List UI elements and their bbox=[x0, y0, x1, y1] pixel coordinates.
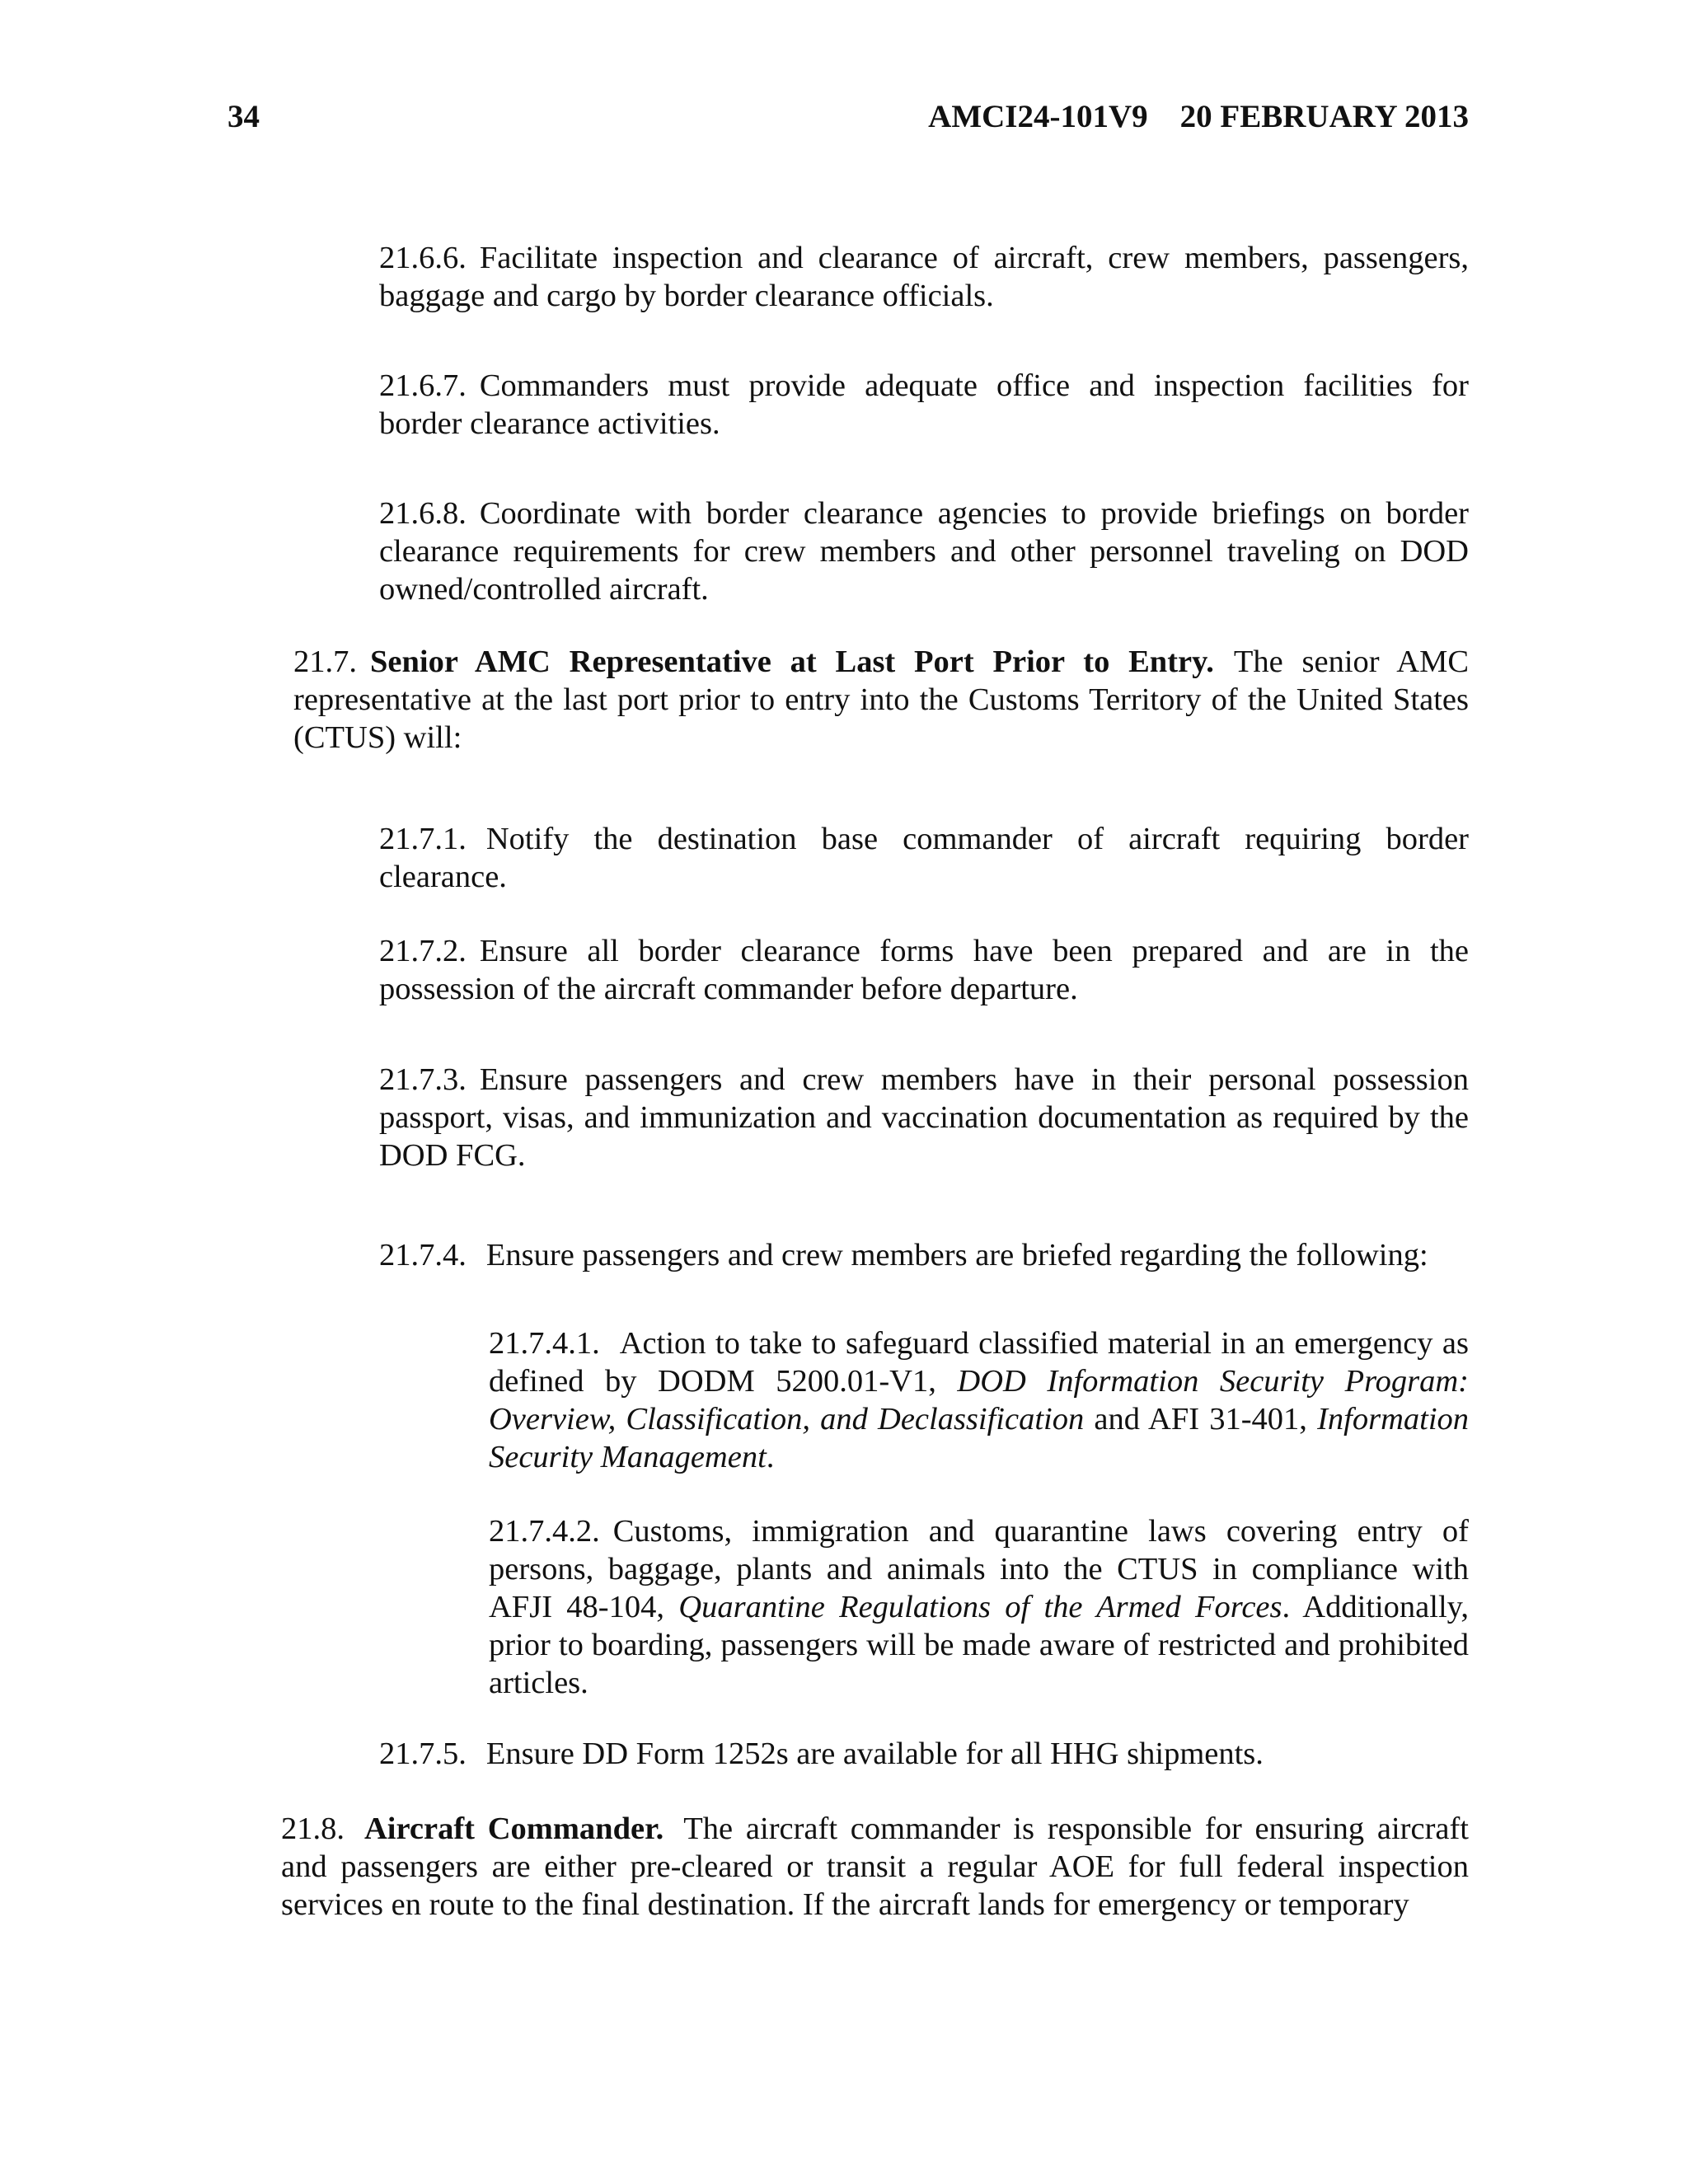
section-heading: Senior AMC Representative at Last Port Prior to Entry. bbox=[370, 644, 1214, 679]
paragraph-number: 21.7.4. bbox=[379, 1238, 467, 1272]
paragraph-text: Facilitate inspection and clearance of aircraft, crew members, passengers, baggage and cargo by border clearance officials. bbox=[379, 241, 1469, 313]
paragraph-text: Customs, immigration and quarantine laws covering entry of persons, baggage, plants and animals into the CTUS in compliance with AFJI 48-104, bbox=[489, 1514, 1469, 1624]
paragraph-number: 21.7.2. bbox=[379, 934, 467, 968]
paragraph-text: Coordinate with border clearance agencies to provide briefings on border clearance requirements for crew members and other personnel traveling on DOD owned/controlled aircraft. bbox=[379, 496, 1469, 607]
paragraph-21-6-8 bbox=[379, 494, 1469, 608]
paragraph-text: and AFI 31-401, bbox=[1094, 1402, 1307, 1436]
paragraph-number: 21.6.7. bbox=[379, 368, 467, 403]
paragraph-text: The aircraft commander is responsible for ensuring aircraft and passengers are either pre-cleared or transit a regular AOE for full federal inspection services en route to the final destination. If the aircraft lands for emergency or temporary bbox=[281, 1811, 1470, 1922]
publication-title: DOD Information Security Program: Overview, Classification, and Declassification bbox=[489, 1364, 1469, 1436]
paragraph-21-7-4-2 bbox=[489, 1512, 1469, 1702]
page-number: 34 bbox=[227, 99, 260, 134]
paragraph-text: Ensure all border clearance forms have been prepared and are in the possession of the aircraft commander before departure. bbox=[379, 934, 1469, 1006]
paragraph-21-7-5 bbox=[379, 1735, 1469, 1773]
paragraph-21-7-3 bbox=[379, 1061, 1469, 1174]
section-heading: Aircraft Commander. bbox=[364, 1811, 664, 1846]
document-id-date: AMCI24-101V9 20 FEBRUARY 2013 bbox=[928, 99, 1469, 134]
paragraph-21-7 bbox=[293, 643, 1469, 757]
paragraph-number: 21.7.4.1. bbox=[489, 1326, 600, 1361]
paragraph-21-7-4 bbox=[379, 1236, 1469, 1274]
paragraph-21-7-1 bbox=[379, 820, 1469, 896]
paragraph-21-7-4-1 bbox=[489, 1324, 1469, 1476]
paragraph-text: . Additionally, prior to boarding, passengers will be made aware of restricted and prohibited articles. bbox=[489, 1590, 1470, 1700]
paragraph-text: Action to take to safeguard classified material in an emergency as defined by DODM 5200.01-V1, bbox=[489, 1326, 1469, 1399]
publication-title: Quarantine Regulations of the Armed Forces bbox=[678, 1590, 1282, 1624]
paragraph-text: Notify the destination base commander of aircraft requiring border clearance. bbox=[379, 822, 1469, 894]
paragraph-number: 21.7.4.2. bbox=[489, 1514, 600, 1549]
paragraph-text: Ensure passengers and crew members have in their personal possession passport, visas, and immunization and vaccination documentation as required by the DOD FCG. bbox=[379, 1062, 1469, 1173]
publication-title: Information Security Management bbox=[489, 1402, 1470, 1474]
paragraph-number: 21.7. bbox=[293, 644, 357, 679]
paragraph-21-7-2 bbox=[379, 932, 1469, 1008]
paragraph-text: . bbox=[766, 1440, 775, 1474]
paragraph-number: 21.8. bbox=[281, 1811, 345, 1846]
paragraph-text: Ensure DD Form 1252s are available for all HHG shipments. bbox=[485, 1736, 1264, 1771]
paragraph-21-6-6 bbox=[379, 239, 1469, 315]
paragraph-text: Ensure passengers and crew members are briefed regarding the following: bbox=[485, 1238, 1428, 1272]
paragraph-21-8 bbox=[281, 1810, 1469, 1924]
paragraph-number: 21.7.1. bbox=[379, 822, 467, 856]
paragraph-text: The senior AMC representative at the last port prior to entry into the Customs Territory of the United States (CTUS) will: bbox=[293, 644, 1469, 755]
paragraph-number: 21.6.8. bbox=[379, 496, 467, 531]
paragraph-number: 21.7.5. bbox=[379, 1736, 467, 1771]
paragraph-21-6-7 bbox=[379, 367, 1469, 443]
paragraph-number: 21.7.3. bbox=[379, 1062, 467, 1097]
paragraph-text: Commanders must provide adequate office and inspection facilities for border clearance activities. bbox=[379, 368, 1469, 441]
paragraph-number: 21.6.6. bbox=[379, 241, 467, 275]
